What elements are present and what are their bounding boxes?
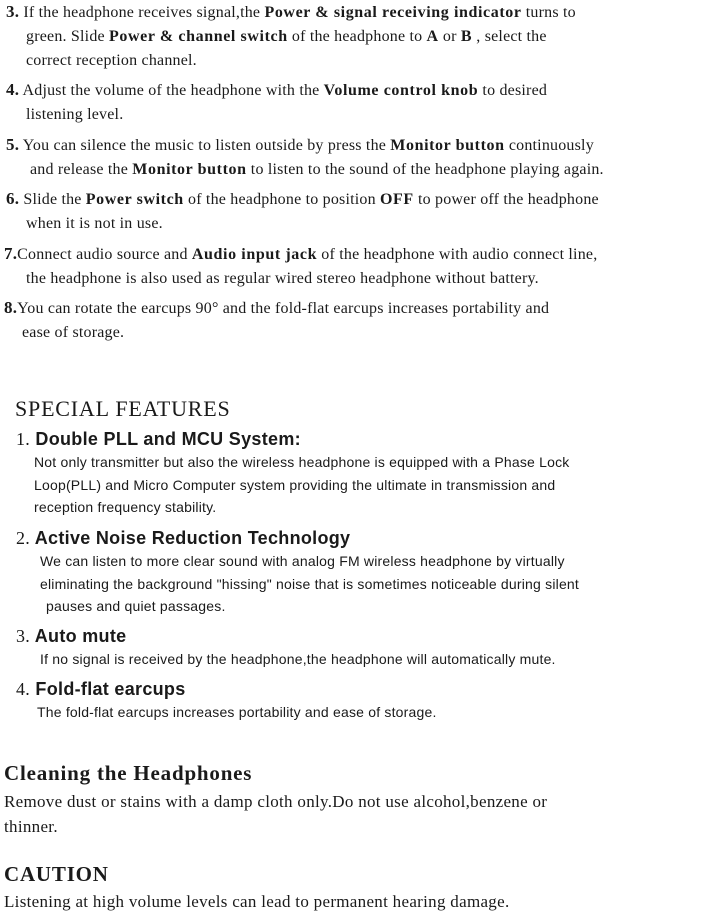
monitor-button-term: Monitor button — [132, 161, 247, 178]
step-6-line-2: when it is not in use. — [26, 215, 163, 232]
cleaning-text: Remove dust or stains with a damp cloth only.Do not use alcohol,benzene or thinner. — [4, 792, 548, 836]
step-5-line-1: 5. You can silence the music to listen outside by press the Monitor button continuously — [6, 135, 594, 154]
step-number: 3. — [6, 2, 20, 21]
volume-control-knob-term: Volume control knob — [323, 82, 479, 99]
step-5 — [0, 133, 712, 182]
step-number: 8. — [4, 298, 18, 317]
step-7 — [0, 242, 712, 291]
step-7-line-2: the headphone is also used as regular wired stereo headphone without battery. — [26, 270, 539, 287]
step-5-line-2: and release the Monitor button to listen to the sound of the headphone playing again. — [30, 161, 604, 178]
step-number: 7. — [4, 244, 18, 263]
channel-b-term: B — [460, 28, 473, 45]
feature-2 — [0, 526, 712, 618]
step-3-line-2: green. Slide Power & channel switch of the headphone to A or B , select the — [26, 28, 547, 45]
feature-heading: 4. Fold-flat earcups — [16, 679, 186, 699]
audio-input-jack-term: Audio input jack — [191, 246, 318, 263]
step-8-line-1: 8.You can rotate the earcups 90° and the fold-flat earcups increases portability and — [4, 298, 550, 317]
feature-heading: 1. Double PLL and MCU System: — [16, 429, 301, 449]
feature-line: We can listen to more clear sound with analog FM wireless headphone by virtually — [40, 553, 565, 569]
feature-line: The fold-flat earcups increases portability and ease of storage. — [37, 704, 437, 720]
feature-line: Not only transmitter but also the wireless headphone is equipped with a Phase Lock — [34, 454, 570, 470]
step-6-line-1: 6. Slide the Power switch of the headphone to position OFF to power off the headphone — [6, 189, 599, 208]
step-3-line-3: correct reception channel. — [26, 52, 197, 69]
power-channel-switch-term: Power & channel switch — [109, 28, 288, 45]
step-3 — [0, 0, 712, 73]
feature-heading: 2. Active Noise Reduction Technology — [16, 528, 351, 548]
step-4-line-2: listening level. — [26, 106, 124, 123]
caution-title: CAUTION — [4, 862, 109, 886]
step-6 — [0, 187, 712, 236]
feature-3 — [0, 624, 712, 671]
step-7-line-1: 7.Connect audio source and Audio input jack of the headphone with audio connect line, — [4, 244, 598, 263]
feature-line: reception frequency stability. — [34, 499, 217, 515]
step-8-line-2: ease of storage. — [22, 324, 125, 341]
monitor-button-term: Monitor button — [390, 137, 505, 154]
power-signal-indicator-term: Power & signal receiving indicator — [264, 4, 522, 21]
step-number: 5. — [6, 135, 20, 154]
off-position-term: OFF — [379, 191, 414, 208]
feature-4 — [0, 677, 712, 724]
channel-a-term: A — [426, 28, 439, 45]
cleaning-title: Cleaning the Headphones — [4, 761, 253, 785]
feature-1 — [0, 427, 712, 519]
feature-line: If no signal is received by the headphone,the headphone will automatically mute. — [40, 651, 556, 667]
caution-text: Listening at high volume levels can lead to permanent hearing damage. — [4, 892, 510, 911]
feature-line: Loop(PLL) and Micro Computer system providing the ultimate in transmission and — [34, 476, 556, 493]
step-number: 6. — [6, 189, 20, 208]
feature-line: pauses and quiet passages. — [46, 598, 226, 614]
step-number: 4. — [6, 80, 20, 99]
step-8 — [0, 296, 712, 345]
special-features-title: SPECIAL FEATURES — [15, 396, 231, 421]
step-4-line-1: 4. Adjust the volume of the headphone with the Volume control knob to desired — [6, 80, 548, 99]
power-switch-term: Power switch — [85, 191, 184, 208]
step-3-line-1: 3. If the headphone receives signal,the Power & signal receiving indicator turns to — [6, 2, 576, 21]
step-4 — [0, 78, 712, 127]
feature-heading: 3. Auto mute — [16, 626, 127, 646]
feature-line: eliminating the background "hissing" noise that is sometimes noticeable during silent — [40, 575, 580, 592]
